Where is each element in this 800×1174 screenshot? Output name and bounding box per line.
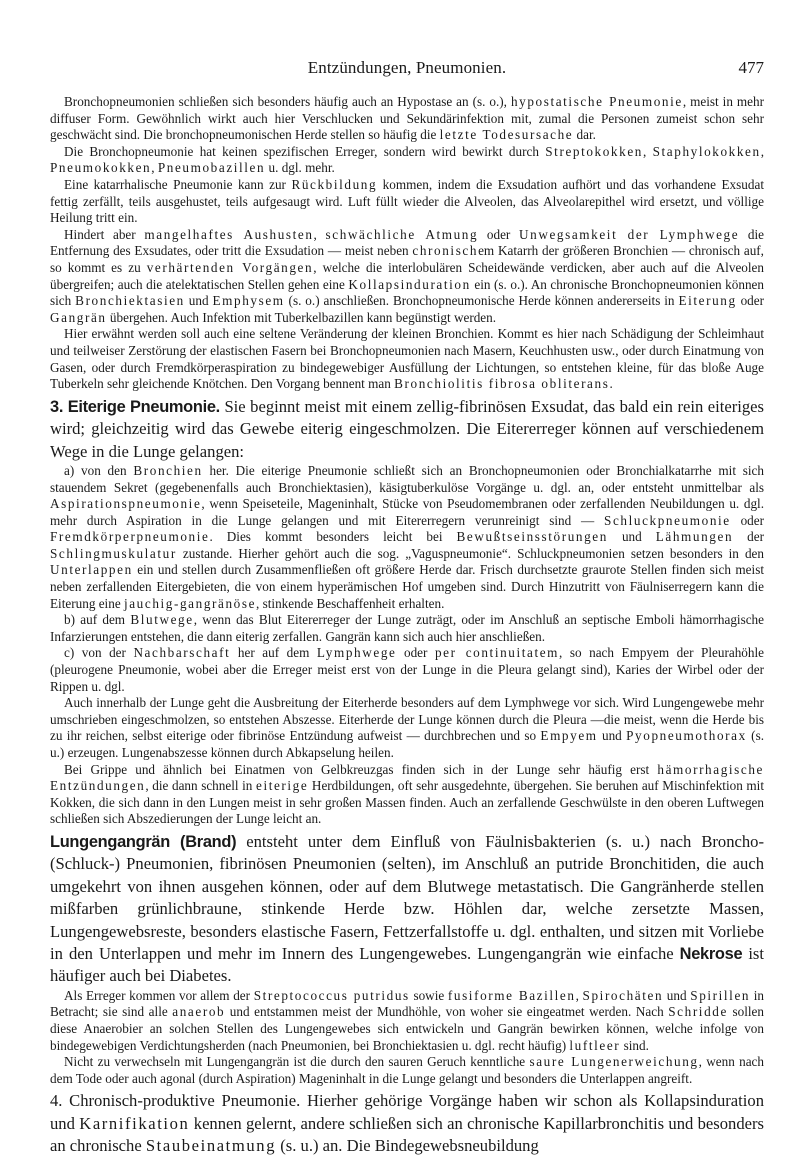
running-header	[50, 58, 764, 82]
paragraph-abscesses: Auch innerhalb der Lunge geht die Ausbreitung der Eiterherde besonders auf dem Lymphwege vor sich. Wird Lungengewebe mehr umschrieben eingeschmolzen, so entstehen Abszesse. Eiterherde der Lunge können durch die Pleura —die meist, wenn die Herde bis zu ihr reichen, selbst eiterige oder fibrinöse Entzündung aufweist — durchbrechen und so Empyem und Pyopneumothorax (s. u.) erzeugen. Lungenabszesse können durch Abkapselung heilen.	[50, 695, 764, 760]
paragraph-hypostatic-pneumonia: Bronchopneumonien schließen sich besonders häufig auch an Hypostase an (s. o.), hypostatische Pneumonie, meist in mehr diffuser Form. Gewöhnlich wirkt auch hier Verschlucken und Sekundärinfektion mit, zumal die Personen zumeist schon sehr geschwächt sind. Die bronchopneumonischen Herde stellen so häufig die letzte Todesursache dar.	[50, 94, 764, 143]
section-heading-gangrene: Lungengangrän (Brand) entsteht unter dem Einfluß von Fäulnisbakterien (s. u.) nach Broncho- (Schluck-) Pneumonien, fibrinösen Pneumonien (selten), im Anschluß an putride Bronchitiden, die auch umgekehrt von ihnen ausgehen können, oder auf dem Blutwege metastatisch. Die Gangränherde stellen mißfarben grünlichbraune, stinkende Herde bzw. Höhlen dar, welche zersetzte Massen, Lungengewebsreste, besonders elastische Fasern, Fettzerfallstoffe u. dgl. enthalten, und sitzen mit Vorliebe in den Unterlappen und mehr im Innern des Lungengewebes. Lungengangrän wie einfache Nekrose ist häufiger auch bei Diabetes.	[50, 831, 764, 986]
running-title: Entzündungen, Pneumonien.	[307, 58, 507, 77]
paragraph-acid-softening: Nicht zu verwechseln mit Lungengangrän ist die durch den sauren Geruch kenntliche saure Lungenerweichung, wenn nach dem Tode oder auch agonal (durch Aspiration) Mageninhalt in die Lunge gelangt und besonders die Unterlappen angreift.	[50, 1054, 764, 1086]
book-page	[50, 0, 764, 1174]
page-number: 477	[738, 58, 764, 77]
paragraph-gangrene-pathogens: Als Erreger kommen vor allem der Streptococcus putridus sowie fusiforme Bazillen, Spirochäten und Spirillen in Betracht; sie sind alle anaerob und entstammen meist der Mundhöhle, von woher sie eingeatmet werden. Nach Schridde sollen diese Anaerobier an solchen Stellen des Lungengewebes sich entwickeln und Gangrän bewirken können, welche infolge von bindegewebigen Verdichtungsherden (nach Pneumonien, bei Bronchiektasien u. dgl. recht häufig) luftleer sind.	[50, 987, 765, 1053]
paragraph-route-neighbourhood: c) von der Nachbarschaft her auf dem Lymphwege oder per continuitatem, so nach Empyem der Pleurahöhle (pleurogene Pneumonie, wobei aber die Erreger meist erst von der Lunge in die Pleura gelangt sind), Karies der Wirbel oder der Rippen u. dgl.	[50, 645, 764, 694]
paragraph-bronchiolitis-obliterans: Hier erwähnt werden soll auch eine seltene Veränderung der kleinen Bronchien. Kommt es hier nach Schädigung der Schleimhaut und teilweiser Zerstörung der elastischen Fasern bei Bronchopneumonien nach Masern, Keuchhusten usw., oder durch Einatmung von Gasen, oder durch Fremdkörperaspiration zu bindegewebiger Ausfüllung der Lichtungen, so entstehen kleine, für das bloße Auge Tuberkeln sehr gleichende Knötchen. Den Vorgang bennent man Bronchiolitis fibrosa obliterans.	[50, 326, 764, 392]
section-heading-chronic-productive: 4. Chronisch-produktive Pneumonie. Hierher gehörige Vorgänge haben wir schon als Kollapsinduration und Karnifikation kennen gelernt, andere schließen sich an chronische Kapillarbronchitis und besonders an chronische Staubeinatmung (s. u.) an. Die Bindegewebsneubildung	[50, 1091, 764, 1156]
paragraph-bronchopneumonia-pathogens: Die Bronchopneumonie hat keinen spezifischen Erreger, sondern wird bewirkt durch Streptokokken, Staphylokokken, Pneumokokken, Pneumobazillen u. dgl. mehr.	[50, 143, 765, 176]
paragraph-route-bronchial: a) von den Bronchien her. Die eiterige Pneumonie schließt sich an Bronchopneumonien oder Bronchialkatarrhe mit sich stauendem Sekret (gegebenenfalls auch Bronchiektasien), käsigtuberkulöse Vorgänge u. dgl. an, oder entsteht unmittelbar als Aspirationspneumonie, wenn Speiseteile, Mageninhalt, Stücke von Pseudomembranen oder zerfallenden Neubildungen u. dgl. mehr durch Aspiration in die Lunge gelangen und mit Eitererregern verunreinigt sind — Schluckpneumonie oder Fremdkörperpneumonie. Dies kommt besonders leicht bei Bewußtseinsstörungen und Lähmungen der Schlingmuskulatur zustande. Hierher gehört auch die sog. „Vaguspneumonie“. Schluckpneumonien setzen besonders in den Unterlappen ein und stellen durch Zusammenfließen oft größere Herde dar. Frisch durchsetzte graurote Stellen finden sich meist neben zerfallenden Eitergebieten, die von einem hyperämischen Hof umgeben sind. Durch Hinzutritt von Fäulniserregern kann die Eiterung eine jauchig-gangränöse, stinkende Beschaffenheit erhalten.	[50, 462, 764, 611]
page-body	[50, 94, 764, 1158]
paragraph-route-blood: b) auf dem Blutwege, wenn das Blut Eitererreger der Lunge zuträgt, oder im Anschluß an septische Emboli hämorrhagische Infarzierungen entstehen, die dann eiterig zerfallen. Gangrän kann sich auch hier anschließen.	[50, 612, 765, 644]
paragraph-catarrhal-regression: Eine katarrhalische Pneumonie kann zur Rückbildung kommen, indem die Exsudation aufhört und das vorhandene Exsudat fettig zerfällt, teils ausgehustet, teils aufgesaugt wird. Luft füllt wieder die Alveolen, das Alveolarepithel wird ersetzt, und völlige Heilung tritt ein.	[50, 176, 764, 226]
paragraph-chronic-course: Hindert aber mangelhaftes Aushusten, schwächliche Atmung oder Unwegsamkeit der Lymphwege die Entfernung des Exsudates, oder tritt die Exsudation — meist neben chronischem Katarrh der größeren Bronchien — chronisch auf, so kommt es zu verhärtenden Vorgängen, welche die interlobulären Scheidewände verdicken, aber auch auf die Alveolen übergreifen; auch die atelektatischen Stellen gehen eine Kollapsinduration ein (s. o.). An chronische Bronchopneumonien können sich Bronchiektasien und Emphysem (s. o.) anschließen. Bronchopneumonische Herde können andererseits in Eiterung oder Gangrän übergehen. Auch Infektion mit Tuberkelbazillen kann begünstigt werden.	[50, 226, 765, 325]
paragraph-influenza: Bei Grippe und ähnlich bei Einatmen von Gelbkreuzgas finden sich in der Lunge sehr häufig erst hämorrhagische Entzündungen, die dann schnell in eiterige Herdbildungen, oft sehr ausgedehnte, übergehen. Sie beruhen auf Mischinfektion mit Kokken, die sich dann in den Lungen meist in sehr großen Massen finden. Auch an zerfallende Geschwülste in den oberen Luftwegen schließen sich Abszedierungen der Lunge leicht an.	[50, 761, 764, 827]
section-heading-purulent-pneumonia: 3. Eiterige Pneumonie. Sie beginnt meist mit einem zellig-fibrinösen Exsudat, das bald ein rein eiteriges wird; gleichzeitig wird das Gewebe eiterig eingeschmolzen. Die Eitererreger können auf verschiedenem Wege in die Lunge gelangen:	[50, 396, 764, 461]
